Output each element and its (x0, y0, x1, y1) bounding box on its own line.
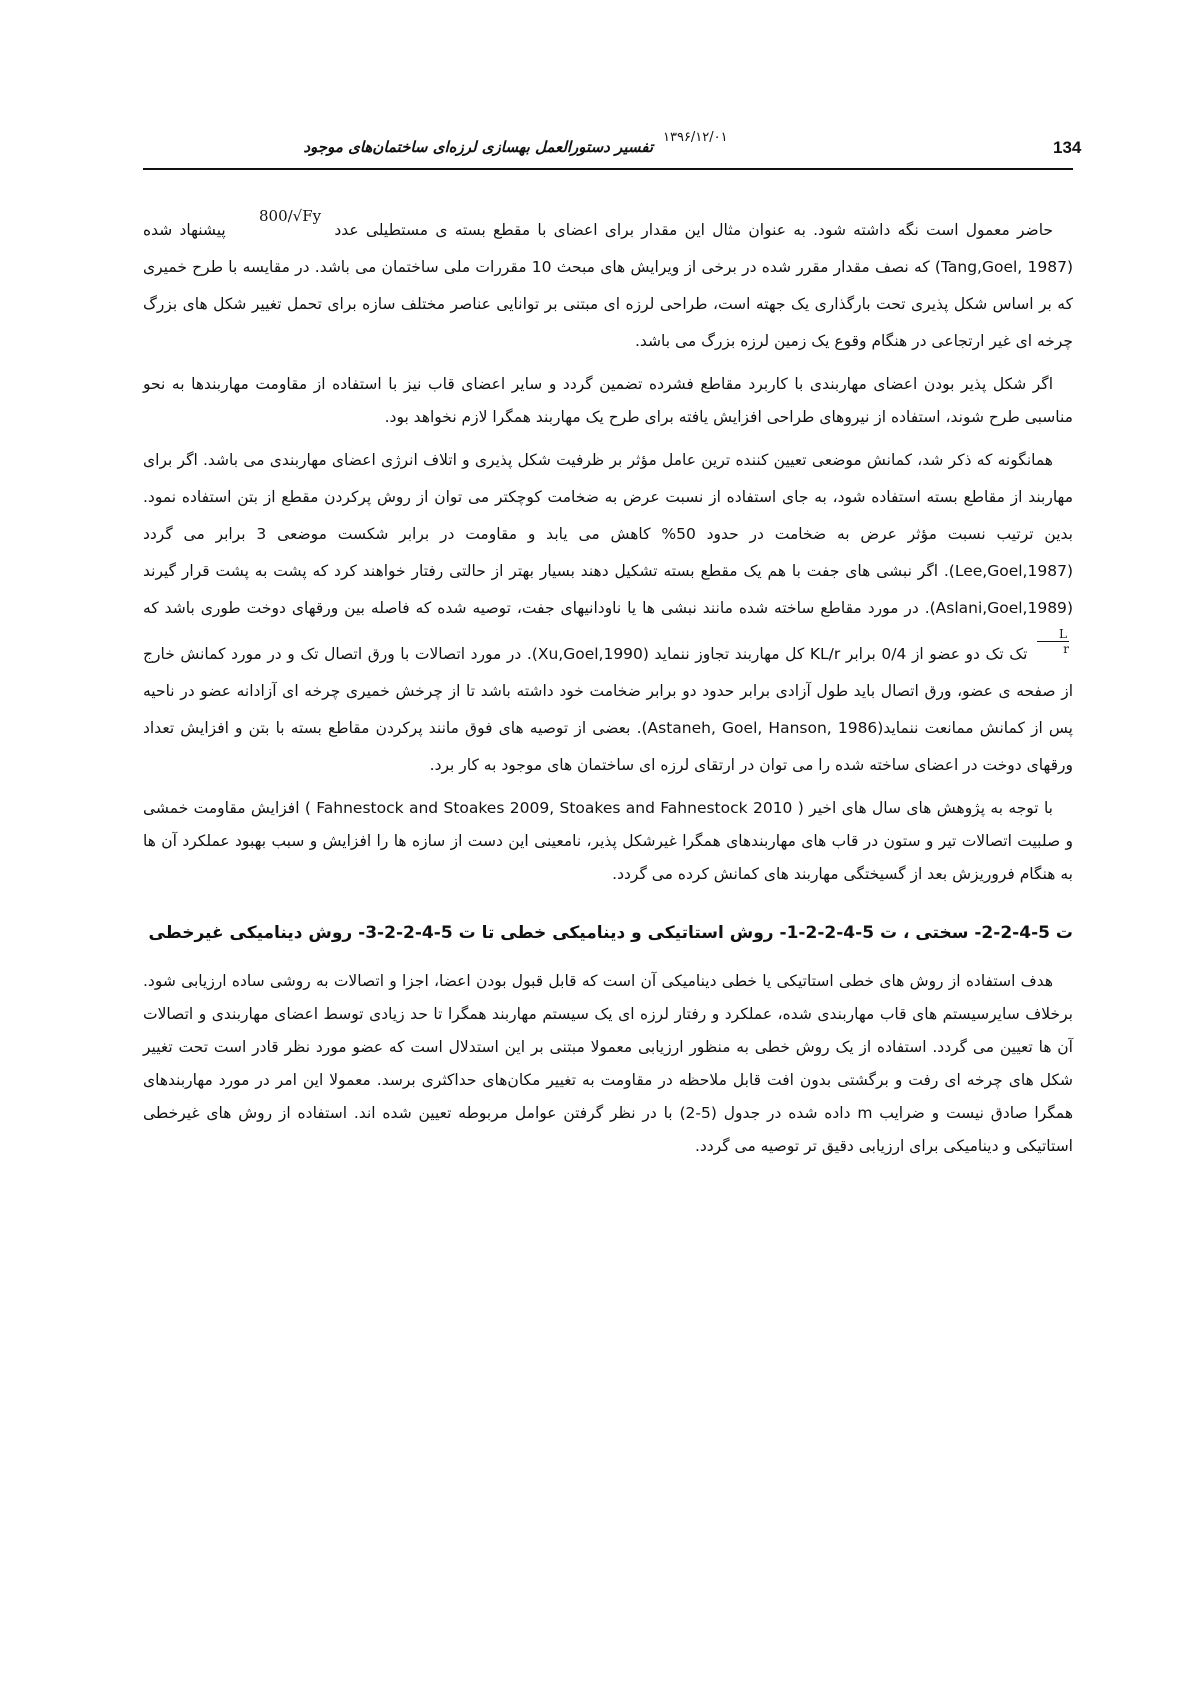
fraction-denominator: r (1063, 642, 1069, 656)
paragraph-1-start: حاضر معمول است نگه داشته شود. به عنوان مثال این مقدار برای اعضای با مقطع بسته ی مستطیلی عدد (334, 221, 1053, 239)
header-title: تفسیر دستورالعمل بهسازی لرزه‌ای ساختمان‌های موجود (303, 138, 653, 156)
paragraph-3 (143, 442, 1073, 784)
paragraph-1-end: پیشنهاد شده (Tang,Goel, 1987) که نصف مقدار مقرر شده در برخی از ویرایش های مبحث 10 مقررات ملی ساختمان می باشد. در مقایسه با طرح خمیری که بر اساس شکل پذیری تحت بارگذاری یک جهته است، طراحی لرزه ای مبتنی بر توانایی عناصر مختلف سازه برای تحمل تغییر شکل های بزرگ چرخه ای غیر ارتجاعی در هنگام وقوع یک زمین لرزه بزرگ می باشد. (143, 221, 1073, 350)
paragraph-3-start: همانگونه که ذکر شد، کمانش موضعی تعیین کننده ترین عامل مؤثر بر ظرفیت شکل پذیری و اتلاف انرژی اعضای مهاربندی می باشد. اگر برای مهاربند از مقاطع بسته استفاده شود، به جای استفاده از نسبت عرض به ضخامت کوچکتر می توان از روش پرکردن مقطع از بتن استفاده نمود. بدین ترتیب نسبت مؤثر عرض به ضخامت در حدود 50% کاهش می یابد و مقاومت در برابر شکست موضعی 3 برابر می گردد (Lee,Goel,1987). اگر نبشی های جفت با هم یک مقطع بسته تشکیل دهند بسیار بهتر از حالتی رفتار خواهند کرد که پشت به پشت قرار گیرند (Aslani,Goel,1989). در مورد مقاطع ساخته شده مانند نبشی ها یا ناودانیهای جفت، توصیه شده که فاصله بین ورقهای دوخت طوری باشد که (143, 451, 1073, 617)
paragraph-1 (143, 207, 1073, 360)
paragraph-5: هدف استفاده از روش های خطی استاتیکی یا خطی دینامیکی آن است که قابل قبول بودن اعضا، اجزا و اتصالات به روشی ساده ارزیابی شود. برخلاف سایرسیستم های قاب مهاربندی شده، عملکرد و رفتار لرزه ای یک سیستم مهاربند همگرا تا حد زیادی توسط اعضای مهاربندی و اتصالات آن ها تعیین می گردد. استفاده از یک روش خطی به منظور ارزیابی معمولا مبتنی بر این استدلال است که عضو مورد نظر قادر است تحت تغییر شکل های چرخه ای رفت و برگشتی بدون افت قابل ملاحظه در مقاومت به تغییر مکان‌های حداکثری برسد. معمولا این امر در مورد مهاربندهای همگرا صادق نیست و ضرایب m داده شده در جدول (5-2) با در نظر گرفتن عوامل مربوطه تعیین شده اند. استفاده از روش های غیرخطی استاتیکی و دینامیکی برای ارزیابی دقیق تر توصیه می گردد. (143, 972, 1073, 1155)
header-date: ۱۳۹۶/۱۲/۰۱ (663, 130, 728, 145)
fraction-numerator: L (1037, 627, 1069, 642)
l-over-r-fraction (1037, 627, 1069, 656)
paragraph-4: با توجه به پژوهش های سال های اخیر ( Fahnestock and Stoakes 2009, Stoakes and Fahnestock 2010 ) افزایش مقاومت خمشی و صلبیت اتصالات تیر و ستون در قاب های مهاربندهای همگرا غیرشکل پذیر، نامعینی این دست از سازه ها را افزایش و سبب بهبود عملکرد آن ها به هنگام فروریزش بعد از گسیختگی مهاربند های کمانش کرده می گردد. (143, 799, 1073, 883)
paragraph-2: اگر شکل پذیر بودن اعضای مهاربندی با کاربرد مقاطع فشرده تضمین گردد و سایر اعضای قاب نیز با استفاده از مقاومت مهاربندها به نحو مناسبی طرح شوند، استفاده از نیروهای طراحی افزایش یافته برای طرح یک مهاربند همگرا لازم نخواهد بود. (143, 375, 1073, 426)
document-body (143, 207, 1073, 1171)
page-number: 134 (1053, 138, 1082, 157)
section-heading: ت 5-4-2-2- سختی ، ت 5-4-2-2-1- روش استاتیکی و دینامیکی خطی تا ت 5-4-2-2-3- روش دینامیکی غیرخطی (148, 923, 1073, 943)
slenderness-formula: 800/√Fy (258, 207, 322, 225)
page-header (143, 128, 1082, 164)
paragraph-3-end: تک تک دو عضو از 0/4 برابر KL/r کل مهاربند تجاوز ننماید (Xu,Goel,1990). در مورد اتصالات با ورق اتصال تک و در مورد کمانش خارج از صفحه ی عضو، ورق اتصال باید طول آزادی برابر حدود دو برابر ضخامت خود داشته باشد تا از چرخش خمیری چرخه ای آزادانه عضو در ناحیه پس از کمانش ممانعت ننماید(Astaneh, Goel, Hanson, 1986). بعضی از توصیه های فوق مانند پرکردن مقاطع بسته با بتن و افزایش تعداد ورقهای دوخت در اعضای ساخته شده را می توان در ارتقای لرزه ای ساختمان های موجود به کار برد. (143, 645, 1073, 774)
header-rule (143, 168, 1073, 170)
